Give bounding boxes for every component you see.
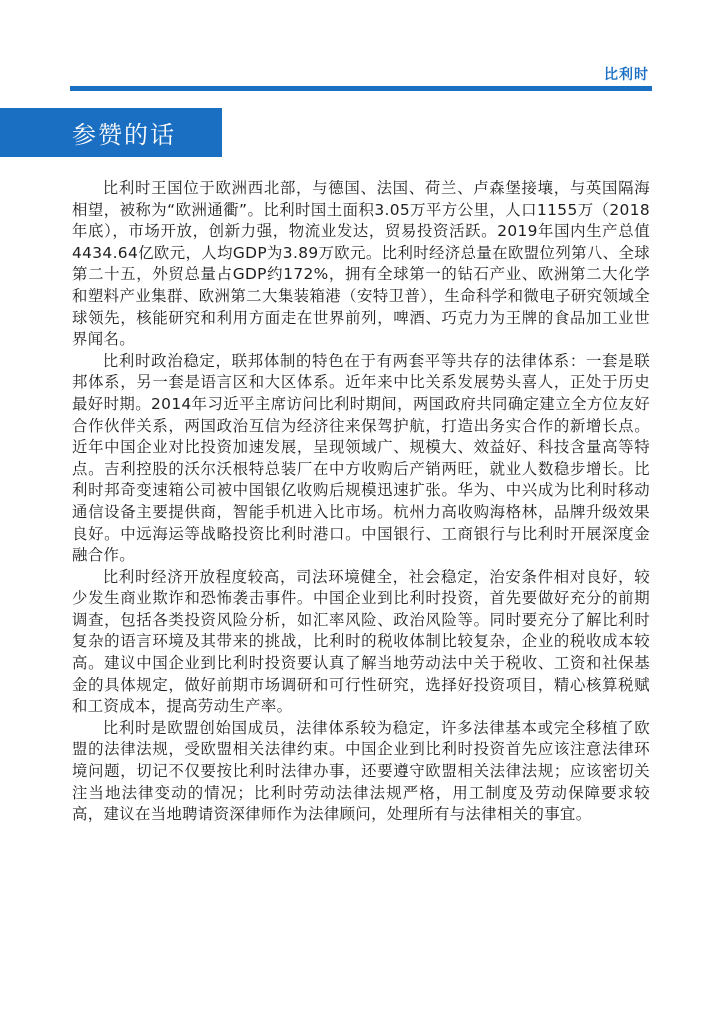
paragraph: 比利时经济开放程度较高，司法环境健全，社会稳定，治安条件相对良好，较少发生商业欺诈和恐怖袭击事件。中国企业到比利时投资，首先要做好充分的前期调查，包括各类投资风险分析，如汇率风险、政治风险等。同时要充分了解比利时复杂的语言环境及其带来的挑战，比利时的税收体制比较复杂，企业的税收成本较高。建议中国企业到比利时投资要认真了解当地劳动法中关于税收、工资和社保基金的具体规定，做好前期市场调研和可行性研究，选择好投资项目，精心核算税赋和工资成本，提高劳动生产率。 (72, 567, 650, 716)
header-rule (70, 86, 652, 91)
paragraph: 比利时是欧盟创始国成员，法律体系较为稳定，许多法律基本或完全移植了欧盟的法律法规，受欧盟相关法律约束。中国企业到比利时投资首先应该注意法律环境问题，切记不仅要按比利时法律办事，还要遵守欧盟相关法律法规；应该密切关注当地法律变动的情况；比利时劳动法律法规严格，用工制度及劳动保障要求较高，建议在当地聘请资深律师作为法律顾问，处理所有与法律相关的事宜。 (72, 718, 650, 824)
section-title-banner (0, 108, 222, 157)
running-header-country: 比利时 (604, 67, 649, 83)
paragraph: 比利时政治稳定，联邦体制的特色在于有两套平等共存的法律体系：一套是联邦体系，另一套是语言区和大区体系。近年来中比关系发展势头喜人，正处于历史最好时期。2014年习近平主席访问比利时期间，两国政府共同确定建立全方位友好合作伙伴关系，两国政治互信为经济往来保驾护航，打造出务实合作的新增长点。近年中国企业对比投资加速发展，呈现领域广、规模大、效益好、科技含量高等特点。吉利控股的沃尔沃根特总装厂在中方收购后产销两旺，就业人数稳步增长。比利时邦奇变速箱公司被中国银亿收购后规模迅速扩张。华为、中兴成为比利时移动通信设备主要提供商，智能手机进入比市场。杭州力高收购海格林，品牌升级效果良好。中远海运等战略投资比利时港口。中国银行、工商银行与比利时开展深度金融合作。 (72, 351, 650, 565)
section-title: 参赞的话 (72, 121, 176, 149)
paragraph: 比利时王国位于欧洲西北部，与德国、法国、荷兰、卢森堡接壤，与英国隔海相望，被称为“欧洲通衢”。比利时国土面积3.05万平方公里，人口1155万（2018年底），市场开放，创新力强，物流业发达，贸易投资活跃。2019年国内生产总值4434.64亿欧元，人均GDP为3.89万欧元。比利时经济总量在欧盟位列第八、全球第二十五，外贸总量占GDP约172%，拥有全球第一的钻石产业、欧洲第二大化学和塑料产业集群、欧洲第二大集装箱港（安特卫普），生命科学和微电子研究领域全球领先，核能研究和利用方面走在世界前列，啤酒、巧克力为王牌的食品加工业世界闻名。 (72, 179, 650, 349)
body-text (72, 178, 650, 826)
